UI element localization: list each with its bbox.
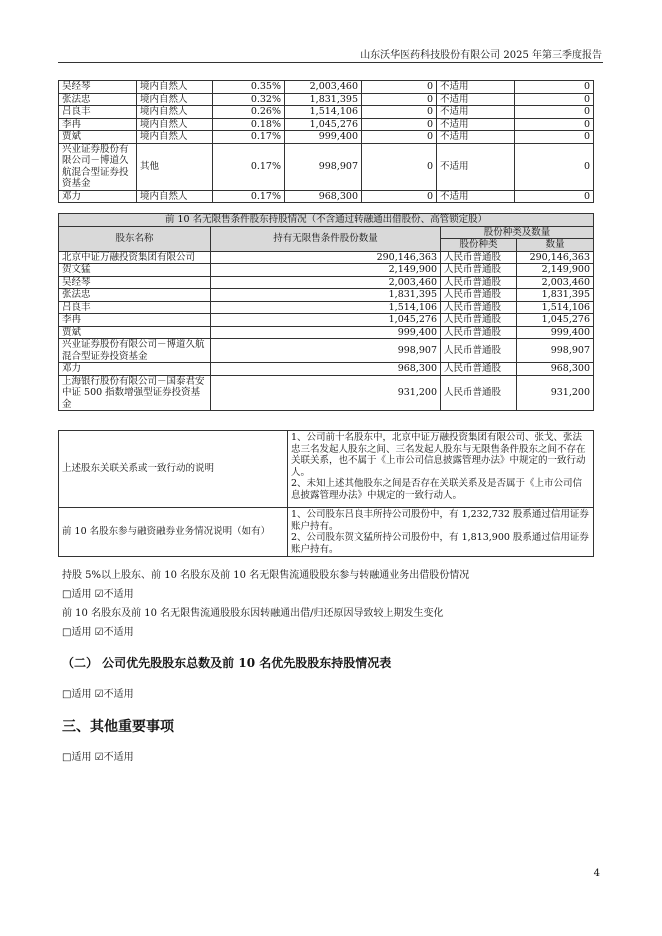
table-row — [59, 314, 594, 327]
holder-shares: 968,300 — [285, 190, 362, 203]
unrestricted-holders-table — [58, 213, 594, 411]
unrestricted-kind: 人民币普通股 — [441, 326, 517, 339]
holder-pledge-status: 不适用 — [437, 143, 515, 190]
unrestricted-kind: 人民币普通股 — [441, 314, 517, 327]
holder-type: 境内自然人 — [137, 81, 213, 94]
holder-pledge-status: 不适用 — [437, 106, 515, 119]
holder-pct: 0.17% — [213, 143, 285, 190]
unrestricted-qty: 1,514,106 — [517, 301, 594, 314]
holder-pct: 0.17% — [213, 190, 285, 203]
unrestricted-qty: 931,200 — [517, 375, 594, 411]
unrestricted-name: 上海银行股份有限公司－国泰君安中证 500 指数增强型证券投资基金 — [59, 375, 211, 411]
table-row — [59, 251, 594, 264]
holder-pledge-count: 0 — [515, 118, 594, 131]
unrestricted-qty: 968,300 — [517, 363, 594, 376]
unrestricted-kind: 人民币普通股 — [441, 251, 517, 264]
table-row — [59, 106, 594, 119]
unrestricted-qty: 999,400 — [517, 326, 594, 339]
unrestricted-name: 吕良丰 — [59, 301, 211, 314]
section-other-title: 三、其他重要事项 — [62, 719, 174, 735]
holder-name: 张法忠 — [59, 93, 137, 106]
holder-name: 贾斌 — [59, 131, 137, 144]
table-row — [59, 190, 594, 203]
col-share-qty: 数量 — [517, 239, 594, 252]
holder-shares: 998,907 — [285, 143, 362, 190]
table-row — [59, 264, 594, 277]
holder-restricted: 0 — [362, 143, 437, 190]
page-number: 4 — [593, 868, 600, 879]
table-row — [59, 93, 594, 106]
unrestricted-shares: 1,831,395 — [211, 289, 441, 302]
unrestricted-kind: 人民币普通股 — [441, 363, 517, 376]
holder-restricted: 0 — [362, 118, 437, 131]
table-row — [59, 326, 594, 339]
holder-pct: 0.26% — [213, 106, 285, 119]
unrestricted-name: 兴业证券股份有限公司－博道久航混合型证券投资基金 — [59, 339, 211, 363]
unrestricted-shares: 1,514,106 — [211, 301, 441, 314]
unrestricted-shares: 999,400 — [211, 326, 441, 339]
holder-name: 李冉 — [59, 118, 137, 131]
holder-name: 吕良丰 — [59, 106, 137, 119]
holder-type: 境内自然人 — [137, 93, 213, 106]
unrestricted-shares: 998,907 — [211, 339, 441, 363]
note-change-option: □适用 ☑不适用 — [62, 627, 134, 638]
unrestricted-name: 贺文猛 — [59, 264, 211, 277]
related-text-1: 1、公司前十名股东中，北京中证万融投资集团有限公司、张戈、张法忠三名发起人股东之间、三名发起人股东与无限售条件股东之间不存在关联关系，也不属于《上市公司信息披露管理办法》中规定的一致行动人。 — [291, 432, 586, 478]
unrestricted-shares: 2,149,900 — [211, 264, 441, 277]
header-divider — [58, 62, 603, 63]
holder-type: 境内自然人 — [137, 118, 213, 131]
holder-pledge-count: 0 — [515, 106, 594, 119]
holder-pledge-status: 不适用 — [437, 93, 515, 106]
unrestricted-name: 吴经琴 — [59, 276, 211, 289]
holder-shares: 1,514,106 — [285, 106, 362, 119]
holder-type: 境内自然人 — [137, 131, 213, 144]
related-text — [288, 431, 594, 508]
unrestricted-qty: 998,907 — [517, 339, 594, 363]
table-row — [59, 143, 594, 190]
holder-pct: 0.17% — [213, 131, 285, 144]
margin-text-1: 1、公司股东吕良丰所持公司股份中，有 1,232,732 股系通过信用证券账户持有。 — [291, 509, 589, 532]
unrestricted-kind: 人民币普通股 — [441, 339, 517, 363]
holder-pct: 0.18% — [213, 118, 285, 131]
holder-pledge-status: 不适用 — [437, 131, 515, 144]
unrestricted-qty: 1,045,276 — [517, 314, 594, 327]
table-row — [59, 339, 594, 363]
section-other-option: □适用 ☑不适用 — [62, 752, 134, 763]
col-share-kind: 股份种类 — [441, 239, 517, 252]
holder-type: 其他 — [137, 143, 213, 190]
table-row — [59, 301, 594, 314]
table-row — [59, 81, 594, 94]
holder-name: 吴经琴 — [59, 81, 137, 94]
holder-pledge-status: 不适用 — [437, 190, 515, 203]
unrestricted-name: 李冉 — [59, 314, 211, 327]
holder-restricted: 0 — [362, 93, 437, 106]
holder-shares: 1,045,276 — [285, 118, 362, 131]
unrestricted-shares: 2,003,460 — [211, 276, 441, 289]
related-label: 上述股东关联关系或一致行动的说明 — [59, 431, 288, 508]
margin-text — [288, 508, 594, 557]
note-lending-option: □适用 ☑不适用 — [62, 589, 134, 600]
margin-text-2: 2、公司股东贺文猛所持公司股份中，有 1,813,900 股系通过信用证券账户持有。 — [291, 532, 589, 555]
unrestricted-kind: 人民币普通股 — [441, 375, 517, 411]
unrestricted-name: 贾斌 — [59, 326, 211, 339]
table-row — [59, 276, 594, 289]
unrestricted-kind: 人民币普通股 — [441, 301, 517, 314]
section-preferred-title: （二） 公司优先股股东总数及前 10 名优先股股东持股情况表 — [62, 656, 392, 670]
holder-pledge-count: 0 — [515, 143, 594, 190]
unrestricted-name: 北京中证万融投资集团有限公司 — [59, 251, 211, 264]
holder-pledge-status: 不适用 — [437, 118, 515, 131]
report-header: 山东沃华医药科技股份有限公司 2025 年第三季度报告 — [360, 50, 602, 61]
unrestricted-kind: 人民币普通股 — [441, 289, 517, 302]
related-text-2: 2、未知上述其他股东之间是否存在关联关系及是否属于《上市公司信息披露管理办法》中规定的一致行动人。 — [291, 478, 583, 501]
holder-restricted: 0 — [362, 131, 437, 144]
table-row — [59, 363, 594, 376]
holder-pledge-status: 不适用 — [437, 81, 515, 94]
col-kind-group: 股份种类及数量 — [441, 226, 594, 239]
unrestricted-shares: 968,300 — [211, 363, 441, 376]
col-unrestricted-shares: 持有无限售条件股份数量 — [211, 226, 441, 251]
section-preferred-option: □适用 ☑不适用 — [62, 689, 134, 700]
note-change: 前 10 名股东及前 10 名无限售流通股股东因转融通出借/归还原因导致较上期发生变化 — [62, 608, 444, 619]
table-row — [59, 131, 594, 144]
unrestricted-qty: 2,149,900 — [517, 264, 594, 277]
holder-name: 兴业证券股份有限公司－博道久航混合型证券投资基金 — [59, 143, 137, 190]
holder-shares: 999,400 — [285, 131, 362, 144]
holder-name: 邓力 — [59, 190, 137, 203]
unrestricted-name: 张法忠 — [59, 289, 211, 302]
holder-restricted: 0 — [362, 190, 437, 203]
holder-shares: 1,831,395 — [285, 93, 362, 106]
unrestricted-qty: 2,003,460 — [517, 276, 594, 289]
unrestricted-shares: 1,045,276 — [211, 314, 441, 327]
holder-pledge-count: 0 — [515, 190, 594, 203]
unrestricted-name: 邓力 — [59, 363, 211, 376]
col-holder-name: 股东名称 — [59, 226, 211, 251]
holder-pledge-count: 0 — [515, 131, 594, 144]
unrestricted-kind: 人民币普通股 — [441, 264, 517, 277]
holder-type: 境内自然人 — [137, 190, 213, 203]
table-row — [59, 375, 594, 411]
unrestricted-qty: 290,146,363 — [517, 251, 594, 264]
holder-type: 境内自然人 — [137, 106, 213, 119]
table-row — [59, 118, 594, 131]
unrestricted-kind: 人民币普通股 — [441, 276, 517, 289]
holder-pct: 0.35% — [213, 81, 285, 94]
holder-pledge-count: 0 — [515, 81, 594, 94]
table-row — [59, 289, 594, 302]
holder-shares: 2,003,460 — [285, 81, 362, 94]
holder-pledge-count: 0 — [515, 93, 594, 106]
holder-restricted: 0 — [362, 106, 437, 119]
unrestricted-title: 前 10 名无限售条件股东持股情况（不含通过转融通出借股份、高管锁定股） — [59, 214, 594, 227]
unrestricted-shares: 931,200 — [211, 375, 441, 411]
unrestricted-qty: 1,831,395 — [517, 289, 594, 302]
holder-pct: 0.32% — [213, 93, 285, 106]
notes-table — [58, 430, 594, 557]
note-lending: 持股 5%以上股东、前 10 名股东及前 10 名无限售流通股股东参与转融通业务出借股份情况 — [62, 570, 470, 581]
margin-label: 前 10 名股东参与融资融券业务情况说明（如有） — [59, 508, 288, 557]
holder-restricted: 0 — [362, 81, 437, 94]
top10-holders-table — [58, 80, 594, 203]
unrestricted-shares: 290,146,363 — [211, 251, 441, 264]
